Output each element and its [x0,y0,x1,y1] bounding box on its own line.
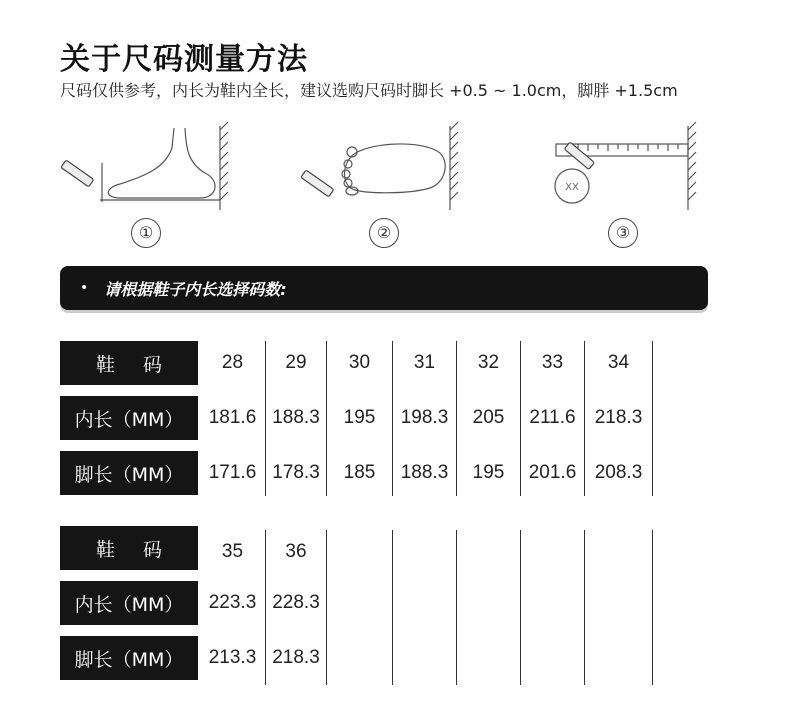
inner-length-header: 内长（MM） [60,396,198,440]
size-cell: 28 [221,352,244,373]
inner-length-cell: 218.3 [594,407,643,428]
size-row-header: 鞋 码 [60,341,198,385]
foot-length-cell: 195 [472,462,505,483]
inner-length-cell: 228.3 [272,592,320,613]
banner-text: 请根据鞋子内长选择码数: [104,279,287,299]
size-cell: 36 [285,541,307,562]
inner-length-cell: 181.6 [208,407,257,428]
foot-length-header: 脚长（MM） [60,451,198,495]
size-cell: 29 [285,352,307,373]
size-row-header: 鞋 码 [60,526,198,570]
inner-length-header: 内长（MM） [60,581,198,625]
inner-length-cell: 195 [343,407,376,428]
size-cell: 30 [348,352,371,373]
inner-length-cell: 205 [472,407,505,428]
size-cell: 35 [221,541,244,562]
size-cell: 33 [541,352,564,373]
ruler-measure-illustration [548,118,708,218]
inner-length-cell: 223.3 [208,592,257,613]
size-cell: 32 [477,352,500,373]
foot-length-cell: 188.3 [400,462,449,483]
step-2-marker: ② [369,218,399,248]
foot-length-cell: 201.6 [528,462,577,483]
foot-length-cell: 171.6 [208,462,257,483]
page-title: 关于尺码测量方法 [60,42,308,77]
foot-length-cell: 218.3 [272,647,320,668]
inner-length-cell: 211.6 [529,407,576,428]
instruction-banner [60,266,708,310]
inner-length-cell: 188.3 [272,407,320,428]
inner-length-cell: 198.3 [400,407,449,428]
foot-length-cell: 178.3 [272,462,320,483]
size-cell: 34 [607,352,630,373]
foot-length-cell: 208.3 [594,462,643,483]
ruler-mark-label: XX [565,182,579,193]
foot-length-header: 脚长（MM） [60,636,198,680]
foot-top-illustration [300,118,470,218]
step-1-marker: ① [131,218,161,248]
size-cell: 31 [413,352,436,373]
foot-length-cell: 185 [343,462,376,483]
foot-side-illustration [60,118,240,218]
step-3-marker: ③ [608,218,638,248]
page-subtitle: 尺码仅供参考，内长为鞋内全长，建议选购尺码时脚长 +0.5 ~ 1.0cm，脚胖 +1.5cm [60,81,678,100]
foot-length-cell: 213.3 [208,647,257,668]
banner-bullet: • [80,280,89,296]
